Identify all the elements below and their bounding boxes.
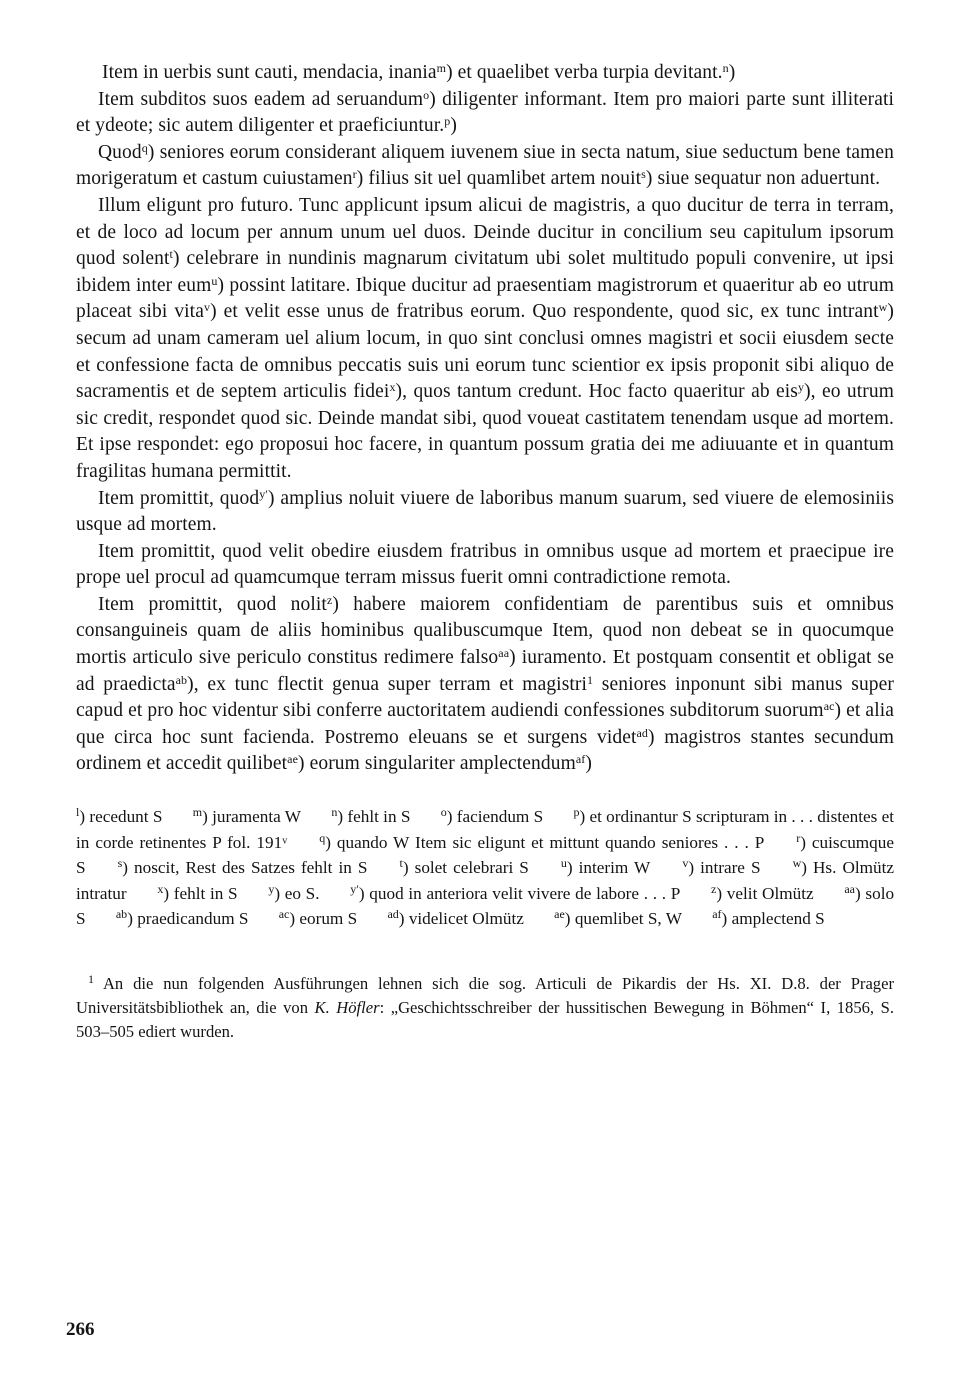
variant-mark: aa xyxy=(844,881,855,896)
variant-text: ) velit Olmütz xyxy=(716,883,814,903)
text-run: Item promittit, quod xyxy=(98,487,260,509)
variant-mark: af xyxy=(712,907,722,922)
variant-mark: u xyxy=(211,273,218,288)
paragraph xyxy=(76,140,894,193)
variant-mark: v xyxy=(203,300,211,315)
footnote-mark: 1 xyxy=(88,972,94,986)
paragraph xyxy=(76,486,894,539)
variant-mark: s xyxy=(117,856,123,871)
text-run: Quod xyxy=(98,141,142,163)
variant-mark: n xyxy=(331,805,338,820)
variant-note xyxy=(561,858,650,877)
variant-note xyxy=(116,909,249,928)
footnote-text: : „Geschichtsschreiber der hussitischen Bewegung in Böhmen“ I, 1856, S. 503–505 ediert wurden. xyxy=(76,998,894,1042)
variant-mark: y xyxy=(268,881,275,896)
variant-text: ) quemlibet S, W xyxy=(564,909,682,929)
variant-text: ) eo S. xyxy=(274,883,320,903)
variant-mark: o xyxy=(440,805,447,820)
variant-text: ) fehlt in S xyxy=(163,883,238,903)
variant-text: ) quando W Item sic eligunt et mittunt quando seniores . . . P xyxy=(325,832,765,852)
paragraph xyxy=(76,60,894,87)
page-number: 266 xyxy=(66,1319,95,1340)
main-text xyxy=(76,60,894,778)
variant-note xyxy=(279,909,357,928)
text-run: ) siue sequatur non aduertunt. xyxy=(645,168,881,190)
footnote-text: An die nun folgenden Ausführungen lehnen sich die sog. Articuli de Pikardis der Hs. XI. D.8. der Prager Universitätsbibliothek an, die von xyxy=(76,974,894,1018)
variant-mark: w xyxy=(792,856,802,871)
variant-note xyxy=(193,807,301,826)
variant-note xyxy=(118,858,368,877)
variant-note xyxy=(76,807,162,826)
variant-mark: p xyxy=(444,114,451,129)
text-run: ) filius sit uel quamlibet artem nouit xyxy=(356,168,642,190)
variant-mark: q xyxy=(319,830,326,845)
text-run: Item promittit, quod nolit xyxy=(98,593,327,615)
paragraph xyxy=(76,87,894,140)
variant-apparatus xyxy=(76,804,894,932)
variant-mark: ad xyxy=(387,907,399,922)
variant-text: ) juramenta W xyxy=(202,807,302,827)
variant-text: ) solet celebrari S xyxy=(402,858,529,878)
variant-mark: y′ xyxy=(259,486,269,501)
variant-text: ) eorum S xyxy=(289,909,358,929)
text-run: Item in uerbis sunt cauti, mendacia, inania xyxy=(102,62,437,83)
variant-mark: p xyxy=(573,805,580,820)
variant-mark: w xyxy=(878,300,888,315)
variant-note xyxy=(319,830,765,852)
variant-text: ) interim W xyxy=(566,858,651,878)
variant-mark: q xyxy=(141,140,148,155)
variant-mark: ac xyxy=(823,699,835,714)
variant-text: ) recedunt S xyxy=(79,807,163,827)
variant-text: ) quod in anteriora velit vivere de labore . . . P xyxy=(358,883,681,903)
footnote xyxy=(76,972,894,1045)
variant-text: ) amplectend S xyxy=(721,909,825,929)
text-run: ) celebrare in nundinis magnarum civitatum ubi solet multitudo populi convenire, ut ipsi ibidem inter eum xyxy=(76,248,894,296)
variant-note xyxy=(554,909,682,928)
variant-text: ) et ordinantur S scripturam in . . . distentes et in corde retinentes P fol. 191ᵛ xyxy=(76,807,895,852)
text-run: ) et quaelibet verba turpia devitant. xyxy=(446,62,723,83)
text-run: Illum eligunt pro futuro. Tunc applicunt ipsum alicui de magistris, a quo ducitur de terra in terram, et de loco ad locum per annum unum uel duos. Deinde ducitur in concilium seu capitulum ipsorum quod solent xyxy=(76,194,894,270)
variant-text: ) fehlt in S xyxy=(337,807,411,827)
variant-note xyxy=(441,807,543,826)
text-run: ) eorum singulariter amplectendum xyxy=(298,753,576,775)
variant-note xyxy=(400,858,529,877)
variant-text: ) videlicet Olmütz xyxy=(398,909,524,929)
footnote-mark: 1 xyxy=(587,672,594,687)
variant-mark: z xyxy=(711,881,717,896)
text-run: ) possint latitare. Ibique ducitur ad praesentiam magistrorum et quaeritur ab eo utrum placeat sibi vita xyxy=(76,274,894,323)
variant-mark: ae xyxy=(554,907,565,922)
variant-mark: r xyxy=(796,830,801,845)
variant-mark: v xyxy=(682,856,689,871)
variant-mark: ae xyxy=(287,752,299,767)
variant-note xyxy=(350,881,681,903)
text-run: ), quos tantum credunt. Hoc facto quaeritur ab eis xyxy=(395,381,798,403)
variant-text: ) cuiscumque S xyxy=(76,832,894,878)
text-run: ) xyxy=(585,753,592,775)
variant-mark: x xyxy=(389,380,396,395)
variant-note xyxy=(711,881,814,903)
text-run: ) amplius noluit viuere de laboribus manum suarum, sed viuere de elemosiniis usque ad mortem. xyxy=(76,487,895,536)
variant-mark: ac xyxy=(278,907,290,922)
text-run: seniores inponunt sibi manus super capud et pro hoc videntur sibi conferre auctoritatem audiendi confessiones subditorum suorum xyxy=(76,673,894,722)
variant-mark: o xyxy=(423,87,430,102)
text-run: ) seniores eorum considerant aliquem iuvenem siue in secta natum, siue seductum bene tamen morigeratum et castum cuiustamen xyxy=(76,141,894,190)
variant-mark: r xyxy=(352,167,357,182)
footnote-author: K. Höfler xyxy=(314,998,380,1018)
variant-mark: y′ xyxy=(350,881,359,896)
variant-mark: u xyxy=(560,856,567,871)
variant-text: ) praedicandum S xyxy=(127,909,249,929)
variant-mark: ab xyxy=(115,907,128,922)
variant-text: ) noscit, Rest des Satzes fehlt in S xyxy=(122,858,368,878)
variant-note xyxy=(387,909,523,928)
variant-mark: n xyxy=(722,61,729,75)
text-run: ) et velit esse unus de fratribus eorum. Quo respondente, quod sic, ex tunc intrant xyxy=(210,301,879,323)
text-run: ), eo utrum sic credit, respondet quod sic. Deinde mandat sibi, quod voueat castitatem tenendam usque ad mortem. Et ipse respondet: ego proposui hoc facere, in quantum possum gratia dei me adiuuante et in quantum fragilitas humana permittit. xyxy=(76,381,894,482)
variant-text: ) faciendum S xyxy=(446,807,544,827)
text-run: ) et alia que circa hoc sunt facienda. Postremo eleuans se et surgens videt xyxy=(76,700,894,748)
text-run: ) iuramento. Et postquam consentit et obligat se ad praedicta xyxy=(76,647,894,695)
text-run: Item promittit, quod velit obedire eiusdem fratribus in omnibus usque ad mortem et praecipue ire prope uel procul ad quamcumque terram missus fuerit omni contradictione remota. xyxy=(76,540,894,589)
text-run: ), ex tunc flectit genua super terram et magistri xyxy=(187,673,588,695)
variant-mark: m xyxy=(192,805,203,820)
paragraph xyxy=(76,539,894,592)
variant-mark: s xyxy=(641,167,646,182)
text-run: Item subditos suos eadem ad seruandum xyxy=(98,88,424,110)
variant-mark: l xyxy=(76,805,80,820)
variant-text: ) intrare S xyxy=(688,858,761,878)
text-run: ) diligenter informant. Item pro maiori parte sunt illiterati et ydeote; sic autem diligenter et praeficiuntur. xyxy=(76,88,894,137)
text-run: ) magistros stantes secundum ordinem et accedit quilibet xyxy=(76,726,894,775)
text-run: ) xyxy=(728,62,736,83)
paragraph xyxy=(76,193,894,486)
variant-text: ) Hs. Olmütz intratur xyxy=(76,858,895,903)
text-run: ) secum ad unam cameram uel alium locum, in quo sint conclusi omnes magistri et socii eiusdem secte et confessione facta de omnibus peccatis suis uni eorum tunc scientior ex ipsis proponit sibi aliquo de sacramentis et de septem articulis fidei xyxy=(76,301,894,403)
variant-mark: aa xyxy=(498,646,510,661)
variant-mark: z xyxy=(326,592,333,607)
variant-mark: m xyxy=(436,61,447,75)
variant-mark: ab xyxy=(175,672,188,687)
variant-note xyxy=(712,909,824,928)
paragraph xyxy=(76,592,894,778)
text-run: ) habere maiorem confidentiam de parentibus suis et omnibus consanguineis quam de aliis hominibus qualibuscumque Item, quod non debeat se in quocumque mortis articulo sive periculo constitus redimere falso xyxy=(76,593,894,669)
variant-note xyxy=(682,858,760,877)
variant-note xyxy=(157,881,238,903)
text-run: ) xyxy=(450,115,457,137)
variant-mark: af xyxy=(575,752,586,767)
variant-mark: t xyxy=(399,856,403,871)
variant-text: ) solo S xyxy=(76,883,895,929)
variant-note xyxy=(331,807,410,826)
variant-mark: ad xyxy=(636,725,649,740)
variant-mark: y xyxy=(797,380,805,395)
variant-mark: t xyxy=(169,247,173,262)
variant-note xyxy=(268,881,320,903)
page-content xyxy=(76,60,894,1045)
variant-mark: x xyxy=(157,881,164,896)
